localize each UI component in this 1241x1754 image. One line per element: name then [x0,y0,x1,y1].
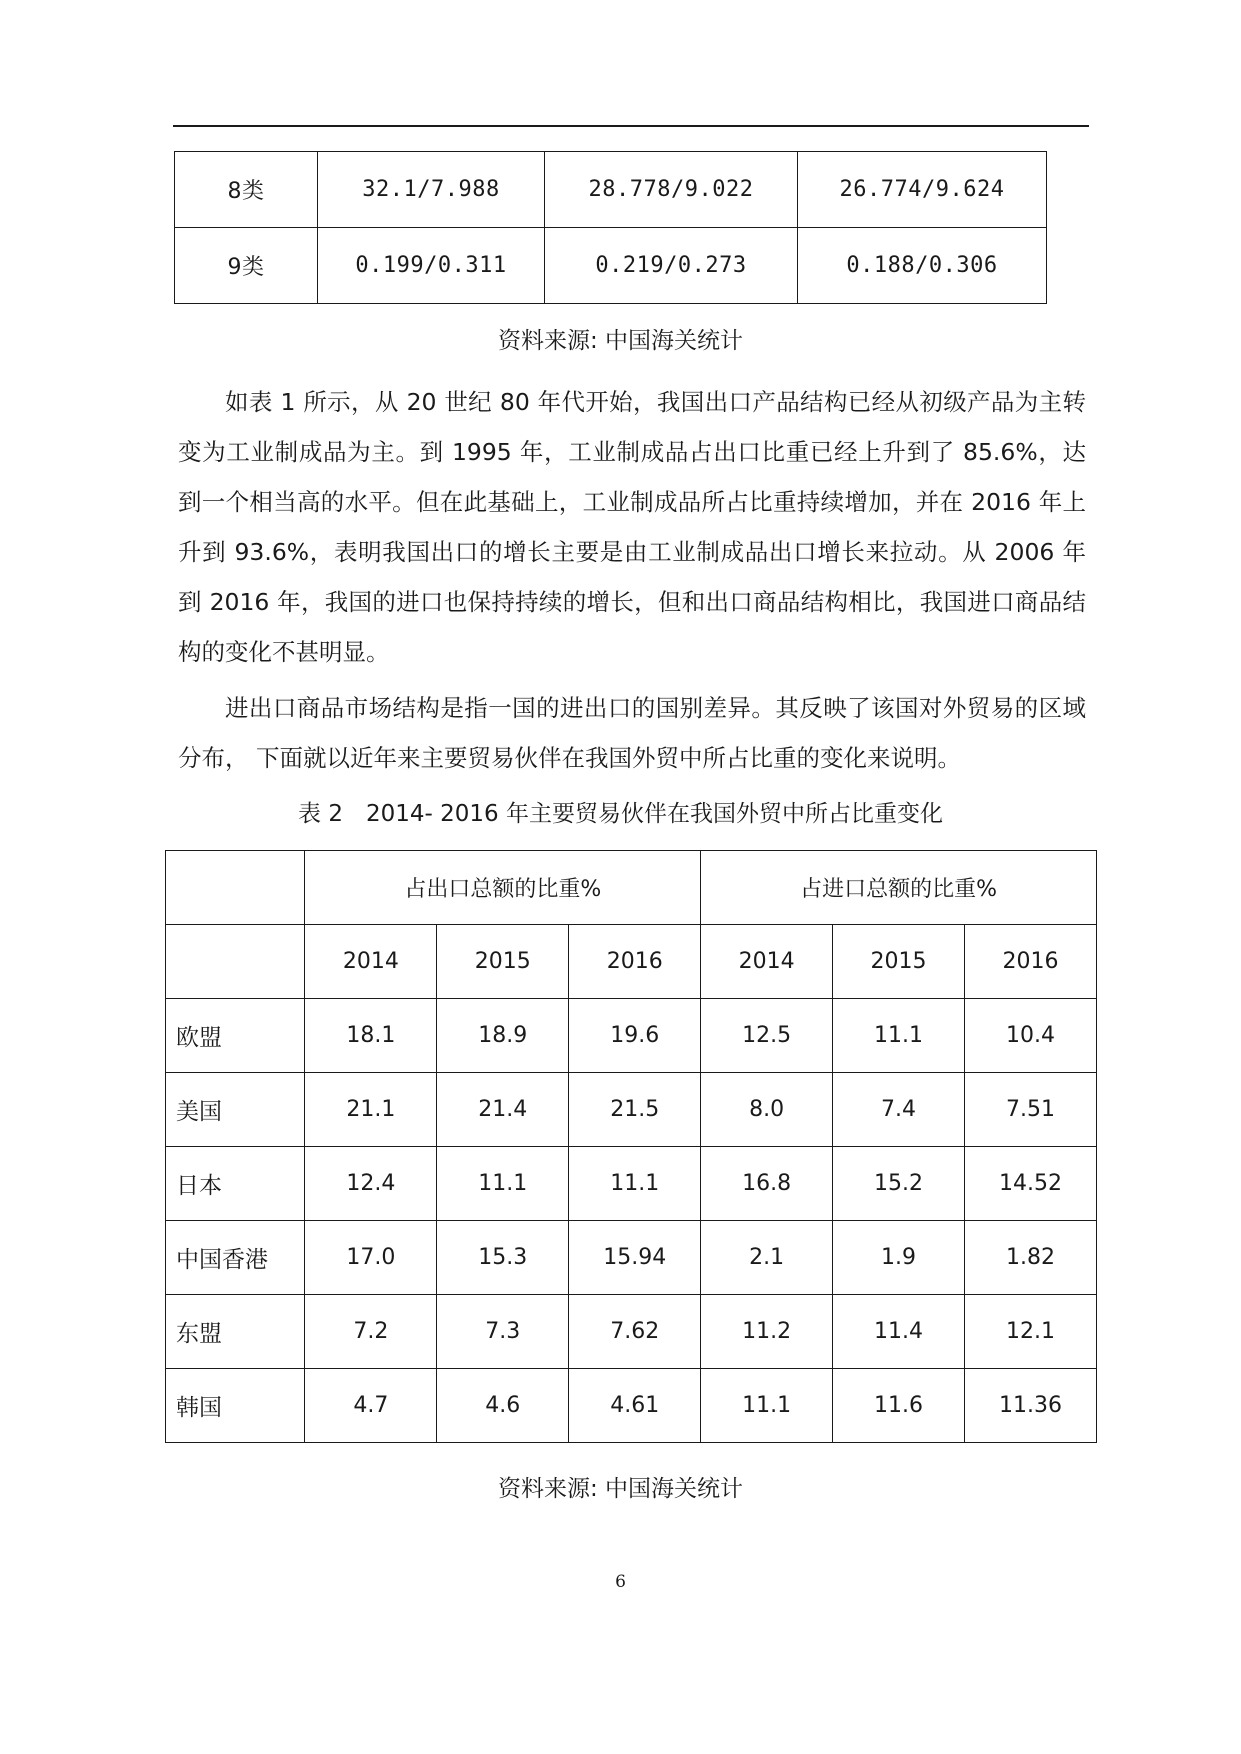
year-header: 2015 [437,925,569,999]
table-cell: 0.219/0.273 [545,228,798,304]
table-cell: 0.188/0.306 [798,228,1047,304]
table2-source-note: 资料来源: 中国海关统计 [497,1476,744,1502]
table-cell: 28.778/9.022 [545,152,798,228]
region-cell: 日本 [166,1147,305,1221]
value-cell: 14.52 [964,1147,1096,1221]
region-cell: 欧盟 [166,999,305,1073]
table-header-row [166,851,1097,925]
trade-partner-table [165,850,1097,1443]
value-cell: 12.1 [964,1295,1096,1369]
table-corner-cell [166,925,305,999]
value-cell: 8.0 [701,1073,833,1147]
table-row [166,1147,1097,1221]
year-header: 2016 [569,925,701,999]
table-cell: 26.774/9.624 [798,152,1047,228]
value-cell: 21.1 [305,1073,437,1147]
group-header-export: 占出口总额的比重% [305,851,701,925]
value-cell: 11.1 [437,1147,569,1221]
value-cell: 11.1 [569,1147,701,1221]
value-cell: 2.1 [701,1221,833,1295]
value-cell: 4.6 [437,1369,569,1443]
value-cell: 4.61 [569,1369,701,1443]
value-cell: 18.1 [305,999,437,1073]
year-header: 2014 [305,925,437,999]
table-row [166,1221,1097,1295]
table1-source-note: 资料来源: 中国海关统计 [497,328,744,354]
header-rule [173,125,1089,127]
year-header: 2014 [701,925,833,999]
value-cell: 1.82 [964,1221,1096,1295]
region-cell: 美国 [166,1073,305,1147]
value-cell: 1.9 [833,1221,965,1295]
value-cell: 21.5 [569,1073,701,1147]
value-cell: 18.9 [437,999,569,1073]
page-number: 6 [615,1572,626,1592]
table-year-row [166,925,1097,999]
value-cell: 17.0 [305,1221,437,1295]
value-cell: 11.2 [701,1295,833,1369]
region-cell: 东盟 [166,1295,305,1369]
value-cell: 15.3 [437,1221,569,1295]
table-corner-cell [166,851,305,925]
value-cell: 12.5 [701,999,833,1073]
body-paragraph-1: 如表 1 所示，从 20 世纪 80 年代开始，我国出口产品结构已经从初级产品为主转变为工业制成品为主。到 1995 年，工业制成品占出口比重已经上升到了 85.6%，达到一个相当高的水平。但在此基础上，工业制成品所占比重持续增加，并在 2016 年上升到 93.6%，表明我国出口的增长主要是由工业制成品出口增长来拉动。从 2006 年到 2016 年，我国的进口也保持持续的增长，但和出口商品结构相比，我国进口商品结构的变化不甚明显。 [178,388,1086,666]
table-cell-category: 8类 [175,152,318,228]
value-cell: 7.4 [833,1073,965,1147]
value-cell: 7.51 [964,1073,1096,1147]
table-row [166,999,1097,1073]
region-cell: 中国香港 [166,1221,305,1295]
table-row [166,1369,1097,1443]
value-cell: 21.4 [437,1073,569,1147]
table-row [166,1295,1097,1369]
value-cell: 7.2 [305,1295,437,1369]
value-cell: 11.4 [833,1295,965,1369]
table-body [166,999,1097,1443]
value-cell: 16.8 [701,1147,833,1221]
table-cell-category: 9类 [175,228,318,304]
table-cell: 32.1/7.988 [318,152,545,228]
table-row [175,228,1047,304]
commodity-table-continued [174,151,1047,304]
value-cell: 4.7 [305,1369,437,1443]
table-row [175,152,1047,228]
value-cell: 11.1 [701,1369,833,1443]
value-cell: 10.4 [964,999,1096,1073]
value-cell: 11.36 [964,1369,1096,1443]
body-paragraph-2: 进出口商品市场结构是指一国的进出口的国别差异。其反映了该国对外贸易的区域分布， 下面就以近年来主要贸易伙伴在我国外贸中所占比重的变化来说明。 [178,694,1086,772]
value-cell: 15.94 [569,1221,701,1295]
value-cell: 7.3 [437,1295,569,1369]
table-row [166,1073,1097,1147]
value-cell: 15.2 [833,1147,965,1221]
table2-caption: 表 2 2014- 2016 年主要贸易伙伴在我国外贸中所占比重变化 [298,801,943,827]
value-cell: 19.6 [569,999,701,1073]
value-cell: 7.62 [569,1295,701,1369]
year-header: 2015 [833,925,965,999]
value-cell: 12.4 [305,1147,437,1221]
table-cell: 0.199/0.311 [318,228,545,304]
group-header-import: 占进口总额的比重% [701,851,1097,925]
value-cell: 11.6 [833,1369,965,1443]
year-header: 2016 [964,925,1096,999]
value-cell: 11.1 [833,999,965,1073]
region-cell: 韩国 [166,1369,305,1443]
